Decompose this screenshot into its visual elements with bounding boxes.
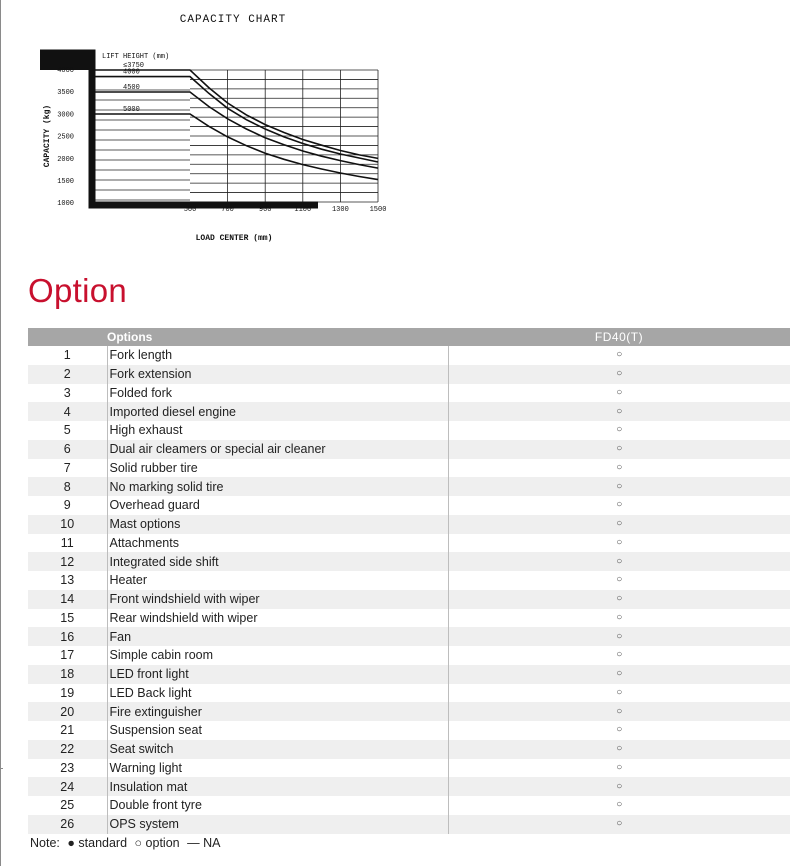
row-option-mark: ○	[448, 796, 790, 815]
row-option-mark: ○	[448, 365, 790, 384]
row-option-mark: ○	[448, 590, 790, 609]
chart-x-tick-label: 500	[183, 206, 197, 214]
note-option: ○ option	[134, 836, 180, 850]
table-row	[28, 702, 790, 721]
row-number: 6	[28, 440, 107, 459]
row-option-name: OPS system	[107, 815, 448, 834]
table-row	[28, 759, 790, 778]
row-option-name: Mast options	[107, 515, 448, 534]
row-option-name: Seat switch	[107, 740, 448, 759]
table-row	[28, 515, 790, 534]
row-number: 11	[60, 535, 74, 550]
row-option-mark: ○	[448, 646, 790, 665]
row-option-mark: ○	[448, 740, 790, 759]
row-number: 10	[28, 515, 107, 534]
table-row	[28, 402, 790, 421]
row-option-name: Overhead guard	[107, 496, 448, 515]
chart-y-tick-label: 3000	[57, 111, 74, 120]
row-option-name: No marking solid tire	[107, 477, 448, 496]
table-row	[28, 815, 790, 834]
row-number: 26	[28, 815, 107, 834]
table-row	[28, 609, 790, 628]
row-option-mark: ○	[448, 440, 790, 459]
chart-legend-title: LIFT HEIGHT (mm)	[102, 53, 170, 61]
row-option-mark: ○	[448, 721, 790, 740]
row-option-name: Fan	[107, 627, 448, 646]
row-number: 8	[28, 477, 107, 496]
table-row	[28, 571, 790, 590]
chart-series-label: 4500	[123, 84, 140, 92]
row-number: 16	[28, 627, 107, 646]
row-option-name: High exhaust	[107, 421, 448, 440]
chart-series-label: ≤3750	[123, 62, 145, 70]
table-row	[28, 477, 790, 496]
row-number: 9	[63, 498, 71, 513]
row-option-mark: ○	[448, 421, 790, 440]
table-row	[28, 684, 790, 703]
row-number: 21	[60, 723, 75, 738]
legend-note	[30, 836, 224, 850]
table-row	[28, 777, 790, 796]
table-row	[28, 496, 790, 515]
row-option-mark: ○	[448, 777, 790, 796]
chart-y-tick-label: 2000	[57, 155, 74, 164]
row-option-mark: ○	[448, 384, 790, 403]
row-number: 22	[28, 740, 107, 759]
row-option-name: LED front light	[107, 665, 448, 684]
row-option-name: Simple cabin room	[107, 646, 448, 665]
note-standard: ● standard	[67, 836, 128, 850]
chart-x-tick-label: 700	[221, 206, 234, 214]
section-title-option: Option	[28, 272, 128, 309]
table-row	[28, 534, 790, 553]
options-table-header	[28, 328, 790, 346]
row-option-mark: ○	[448, 665, 790, 684]
chart-y-tick-label: 2500	[57, 133, 74, 142]
chart-y-tick-label: 3500	[57, 89, 74, 98]
row-number: 15	[60, 610, 75, 625]
row-option-name: Suspension seat	[107, 721, 448, 740]
chart-x-tick-label: 1100	[294, 206, 312, 214]
row-option-name: LED Back light	[107, 684, 448, 703]
page-edge-tick	[0, 768, 3, 769]
table-row	[28, 796, 790, 815]
row-option-mark: ○	[448, 759, 790, 778]
capacity-chart	[0, 0, 400, 260]
row-option-name: Attachments	[107, 534, 448, 553]
table-row	[28, 627, 790, 646]
row-number: 7	[63, 460, 71, 475]
row-number: 19	[60, 685, 75, 700]
chart-title: CAPACITY CHART	[179, 14, 287, 26]
row-option-mark: ○	[448, 477, 790, 496]
row-number: 3	[63, 385, 71, 400]
row-number: 18	[28, 665, 107, 684]
row-option-mark: ○	[448, 515, 790, 534]
row-option-mark: ○	[448, 627, 790, 646]
chart-series-label: 4000	[123, 68, 140, 77]
row-option-mark: ○	[448, 552, 790, 571]
chart-x-tick-label: 1300	[331, 206, 349, 214]
row-option-name: Warning light	[107, 759, 448, 778]
row-number: 12	[28, 552, 107, 571]
row-number: 1	[63, 348, 71, 363]
table-row	[28, 552, 790, 571]
chart-y-tick-label: 4000	[57, 67, 74, 75]
chart-x-tick-label: 900	[258, 206, 272, 214]
note-na: — NA	[187, 836, 221, 850]
row-number: 23	[60, 760, 75, 775]
table-row	[28, 590, 790, 609]
row-option-mark: ○	[448, 684, 790, 703]
row-option-mark: ○	[448, 534, 790, 553]
header-model: FD40(T)	[448, 328, 790, 346]
table-row	[28, 384, 790, 403]
table-row	[28, 740, 790, 759]
chart-series-label: 5000	[123, 106, 140, 114]
table-row	[28, 365, 790, 384]
table-row	[28, 665, 790, 684]
row-option-name: Folded fork	[107, 384, 448, 403]
row-option-name: Fork extension	[107, 365, 448, 384]
chart-x-tick-label: 1500	[369, 206, 387, 214]
row-option-name: Heater	[107, 571, 448, 590]
chart-y-axis-label: CAPACITY (kg)	[43, 104, 52, 168]
row-option-mark: ○	[448, 402, 790, 421]
table-row	[28, 346, 790, 365]
row-option-mark: ○	[448, 815, 790, 834]
header-options: Options	[107, 328, 448, 346]
row-number: 25	[60, 798, 75, 813]
row-option-name: Dual air cleamers or special air cleaner	[107, 440, 448, 459]
note-label: Note:	[30, 836, 60, 850]
row-option-name: Integrated side shift	[107, 552, 448, 571]
row-option-mark: ○	[448, 702, 790, 721]
row-number: 14	[28, 590, 107, 609]
row-number: 5	[63, 423, 71, 438]
table-row	[28, 459, 790, 478]
row-number: 17	[60, 648, 75, 663]
chart-x-axis-label: LOAD CENTER (mm)	[195, 234, 273, 243]
header-number	[28, 328, 107, 346]
options-table	[28, 328, 790, 834]
row-option-mark: ○	[448, 346, 790, 365]
row-option-mark: ○	[448, 609, 790, 628]
row-number: 24	[28, 777, 107, 796]
row-option-mark: ○	[448, 571, 790, 590]
row-option-name: Solid rubber tire	[107, 459, 448, 478]
row-number: 20	[28, 702, 107, 721]
row-option-mark: ○	[448, 496, 790, 515]
table-row	[28, 440, 790, 459]
row-number: 13	[60, 573, 75, 588]
row-option-mark: ○	[448, 459, 790, 478]
chart-y-tick-label: 1500	[57, 178, 74, 186]
chart-y-tick-label: 1000	[57, 200, 74, 209]
row-option-name: Rear windshield with wiper	[107, 609, 448, 628]
table-row	[28, 421, 790, 440]
row-number: 2	[28, 365, 107, 384]
row-number: 4	[28, 402, 107, 421]
row-option-name: Imported diesel engine	[107, 402, 448, 421]
row-option-name: Double front tyre	[107, 796, 448, 815]
row-option-name: Fire extinguisher	[107, 702, 448, 721]
options-table-body	[28, 346, 790, 834]
table-row	[28, 646, 790, 665]
row-option-name: Fork length	[107, 346, 448, 365]
row-option-name: Front windshield with wiper	[107, 590, 448, 609]
table-row	[28, 721, 790, 740]
row-option-name: Insulation mat	[107, 777, 448, 796]
